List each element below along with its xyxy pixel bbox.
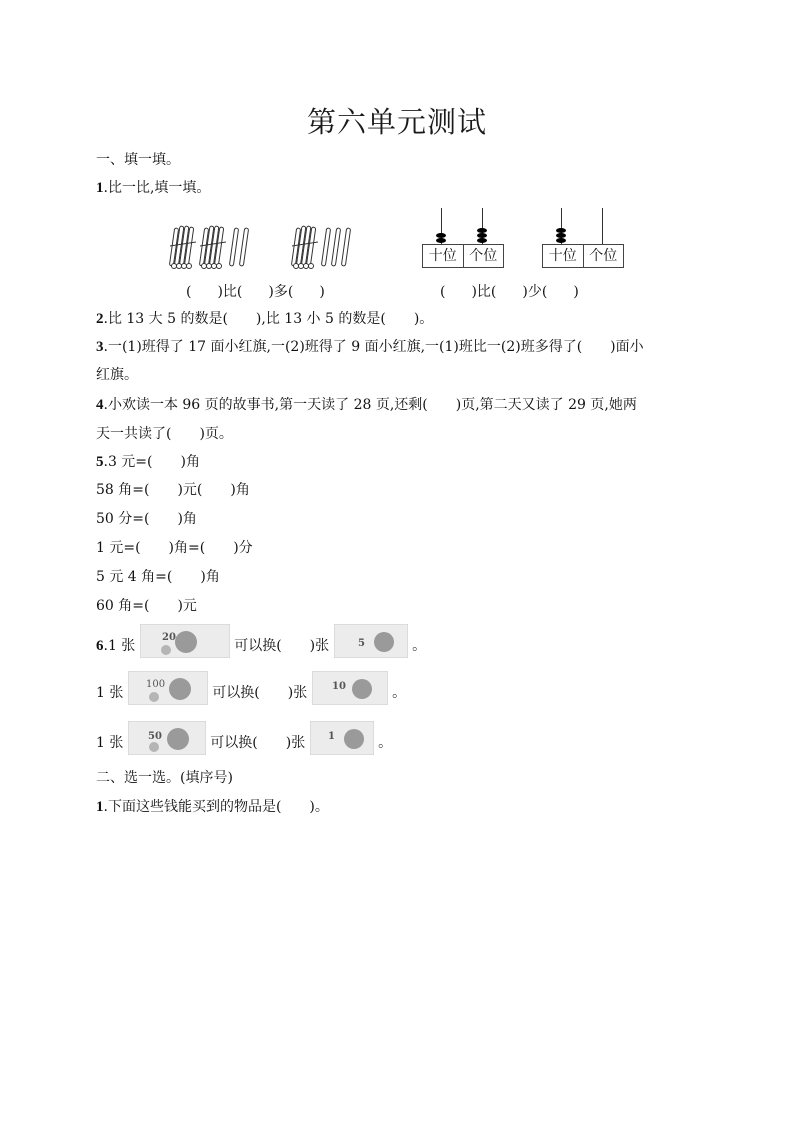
question-3: 3.一(1)班得了 17 面小红旗,一(2)班得了 9 面小红旗,一(1)班比一(2)班多得了( )面小 xyxy=(96,339,644,355)
section1-heading: 一、填一填。 xyxy=(96,152,180,168)
section2-question-1: 1.下面这些钱能买到的物品是( )。 xyxy=(96,799,329,815)
banknote-1-icon xyxy=(310,721,374,755)
svg-text:1: 1 xyxy=(327,731,335,742)
bundle-icon xyxy=(291,226,318,269)
svg-text:100: 100 xyxy=(145,679,165,690)
svg-text:10: 10 xyxy=(331,681,346,692)
svg-text:5: 5 xyxy=(357,638,365,649)
svg-text:20: 20 xyxy=(161,632,176,643)
question-2: 2.比 13 大 5 的数是( ),比 13 小 5 的数是( )。 xyxy=(96,311,434,327)
stick-bundles-illustration xyxy=(168,222,358,272)
banknote-10-icon xyxy=(312,671,388,705)
question-1 xyxy=(96,178,210,198)
banknote-5-icon xyxy=(334,624,408,658)
question-5: 5.3 元=( )角 xyxy=(96,454,200,470)
abacus-a xyxy=(422,218,504,268)
question-4-cont: 天一共读了( )页。 xyxy=(96,426,233,442)
question-6-row: 1 张 50 可以换( )张 1 。 xyxy=(96,731,392,755)
abacus-b xyxy=(542,218,624,268)
q1-left-caption: ( )比( )多( ) xyxy=(186,284,325,300)
question-3-cont: 红旗。 xyxy=(96,367,138,383)
ones-label: 个位 xyxy=(583,245,624,267)
question-5-line: 60 角=( )元 xyxy=(96,598,197,614)
question-6-row: 6.1 张 20 可以换( )张 5 。 xyxy=(96,634,426,658)
ones-label: 个位 xyxy=(463,245,504,267)
tens-label: 十位 xyxy=(548,248,577,264)
banknote-20-icon xyxy=(140,624,230,658)
question-5-line: 58 角=( )元( )角 xyxy=(96,482,250,498)
tens-label: 十位 xyxy=(428,248,457,264)
page-title: 第六单元测试 xyxy=(306,105,487,139)
question-5-line: 1 元=( )角=( )分 xyxy=(96,540,253,556)
bundle-icon xyxy=(199,226,226,269)
section2-heading: 二、选一选。(填序号) xyxy=(96,770,233,786)
banknote-100-icon xyxy=(128,671,208,705)
banknote-50-icon xyxy=(128,721,206,755)
q1-right-caption: ( )比( )少( ) xyxy=(440,284,579,300)
ones-rod xyxy=(602,208,603,244)
question-4: 4.小欢读一本 96 页的故事书,第一天读了 28 页,还剩( )页,第二天又读了 29 页,她两 xyxy=(96,397,637,413)
question-6-row: 1 张 100 可以换( )张 10 。 xyxy=(96,681,406,705)
question-5-line: 5 元 4 角=( )角 xyxy=(96,569,220,585)
question-5-line: 50 分=( )角 xyxy=(96,511,197,527)
question-text: .比一比,填一填。 xyxy=(103,180,211,196)
bundle-icon xyxy=(169,226,196,269)
svg-text:50: 50 xyxy=(147,731,162,742)
question-number: 1 xyxy=(96,180,104,196)
